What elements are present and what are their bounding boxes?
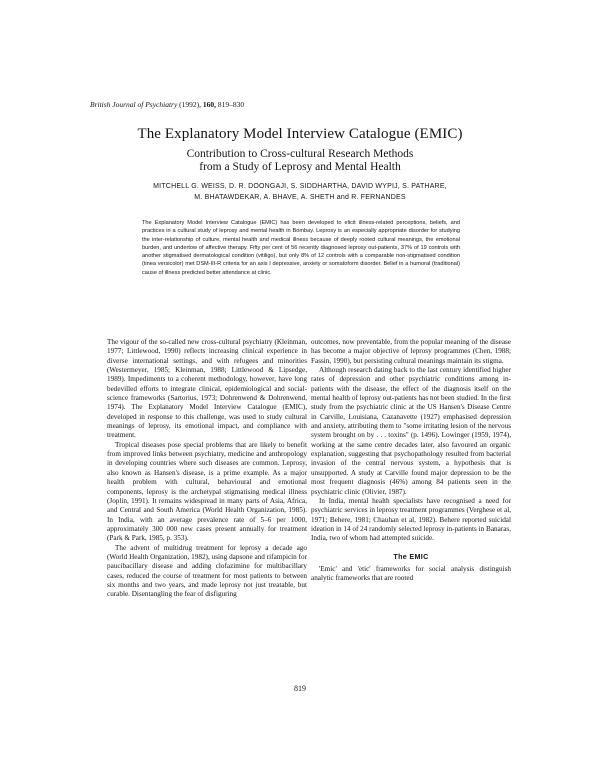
article-title: The Explanatory Model Interview Catalogue (EMIC) (137, 126, 463, 142)
body-paragraph: 'Emic' and 'etic' frameworks for social analysis distinguish analytic frameworks that are rooted (311, 564, 511, 583)
authors-line-2: M. BHATAWDEKAR, A. BHAVE, A. SHETH and R. FERNANDES (194, 194, 406, 201)
journal-name: British Journal of Psychiatry (90, 100, 178, 109)
left-column (107, 338, 307, 600)
section-heading: The EMIC (393, 551, 429, 561)
body-paragraph: Tropical diseases pose special problems that are likely to benefit from improved links between psychiatry, medicine and anthropology in developing countries where such diseases are common. Leprosy, also known as Hansen's disease, is a prime example. As a major health problem with cultural, behavioural and emotional components, leprosy is the archetypal stigmatising medical illness (Joplin, 1991). It remains widespread in many parts of Asia, Africa, and Central and South America (World Health Organization, 1985). In India, with an average prevalence rate of 5–6 per 1000, approximately 300 000 new cases present annually for treatment (Park & Park, 1985, p. 353). (107, 440, 307, 543)
body-paragraph: The advent of multidrug treatment for leprosy a decade ago (World Health Organization, 1982), using dapsone and rifampicin for paucibacillary disease and adding clofazimine for multibacillary cases, reduced the course of treatment for most patients to between six months and two years, and made leprosy not just treatable, but curable. Disentangling the fear of disfiguring (107, 543, 307, 599)
authors-line-1: MITCHELL G. WEISS, D. R. DOONGAJI, S. SIDDHARTHA, DAVID WYPIJ, S. PATHARE, (153, 183, 447, 190)
article-subtitle-line-2: from a Study of Leprosy and Mental Health (199, 161, 401, 173)
article-subtitle-line-1: Contribution to Cross-cultural Research Methods (186, 148, 414, 160)
body-paragraph: outcomes, now preventable, from the popular meaning of the disease has become a major objective of leprosy programmes (Chen, 1988; Fassin, 1990), but persisting cultural meanings maintain its stigma. (311, 338, 511, 365)
journal-year: (1992), (179, 100, 202, 109)
body-paragraph: Although research dating back to the last century identified higher rates of depression and other psychiatric conditions among in-patients with the disease, the effect of the diagnosis itself on the mental health of leprosy out-patients has not been studied. In the first study from the psychiatric clinic at the US Hansen's Disease Centre in Carville, Louisiana, Cazanavette (1927) emphasised depression and anxiety, attributing them to "some irritating lesion of the nervous system brought on by . . . toxins" (p. 1496). Lowinger (1959, 1974), working at the same centre decades later, also favoured an organic explanation, suggesting that psychopathology resulted from bacterial invasion of the central nervous system, a hypothesis that is unsupported. A study at Carville found major depression to be the most frequent diagnosis (46%) among 84 patients seen in the psychiatric clinic (Olivier, 1987). (311, 366, 511, 496)
right-column (311, 338, 511, 584)
page-number: 819 (294, 684, 306, 693)
abstract: The Explanatory Model Interview Catalogue (EMIC) has been developed to elicit illness-related perceptions, beliefs, and practices in a cultural study of leprosy and mental health in Bombay. Leprosy is an especially appropriate disorder for studying the inter-relationship of culture, mental health and medical illness because of deeply rooted cultural meanings, the emotional burden, and undertow of affective therapy. Fifty per cent of 56 recently diagnosed leprosy out-patients, 37% of 19 controls with another stigmatised dermatological condition (vitiligo), but only 8% of 12 controls with a comparable non-stigmatised condition (tinea versicolor) met DSM-III-R criteria for an axis I depressive, anxiety or somatoform disorder. Belief in a humoral (traditional) cause of illness predicted better attendance at clinic. (142, 220, 460, 276)
journal-pages: 819–830 (217, 100, 245, 109)
body-paragraph: In India, mental health specialists have recognised a need for psychiatric services in leprosy treatment programmes (Verghese et al, 1971; Behere, 1981; Chauhan et al, 1982). Behere reported suicidal ideation in 14 of 24 randomly selected leprosy in-patients in Banaras, India, two of whom had attempted suicide. (311, 496, 511, 543)
running-head (90, 100, 244, 109)
journal-volume: 160, (202, 100, 217, 109)
body-paragraph: The vigour of the so-called new cross-cultural psychiatry (Kleinman, 1977; Littlewood, 1990) reflects increasing clinical experience in diverse international settings, and with refugees and minorities (Westermeyer, 1985; Kleinman, 1988; Littlewood & Lipsedge, 1989). Impediments to a coherent methodology, however, have long bedevilled efforts to integrate clinical, epidemiological and social-science frameworks (Sartorius, 1973; Dohrenwend & Dohrenwend, 1974). The Explanatory Model Interview Catalogue (EMIC), developed in response to this challenge, was used to study cultural meanings of leprosy, its emotional impact, and compliance with treatment. (107, 338, 307, 440)
